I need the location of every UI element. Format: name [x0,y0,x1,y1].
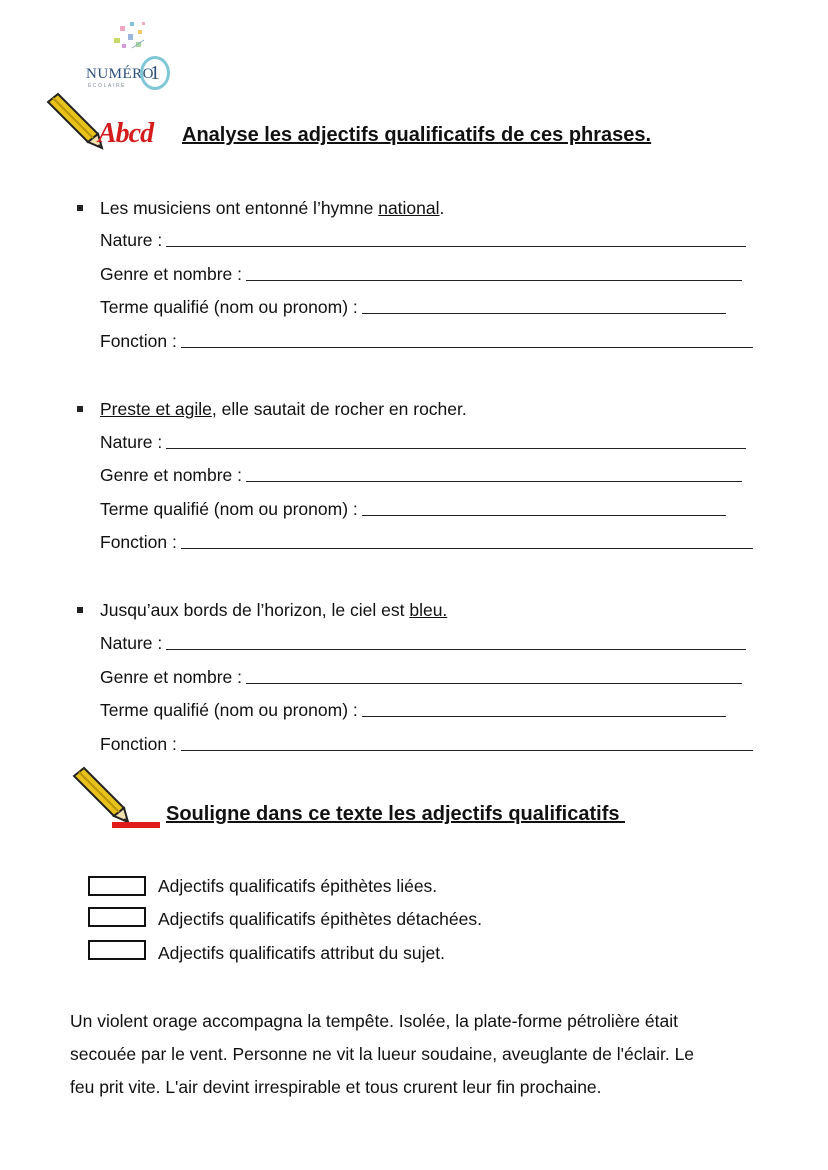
answer-line[interactable] [362,515,726,516]
field-label: Fonction : [100,331,177,351]
field-label: Fonction : [100,734,177,754]
answer-line[interactable] [181,347,753,348]
bullet-icon [77,205,83,211]
field-row [100,465,742,486]
legend-label: Adjectifs qualificatifs attribut du sujet. [158,943,445,963]
answer-line[interactable] [166,649,746,650]
sentence-3 [100,600,447,621]
underlined-adjective: Preste et agile [100,399,212,419]
legend-label: Adjectifs qualificatifs épithètes liées. [158,876,438,896]
exercise1-title: Analyse les adjectifs qualificatifs de ces phrases. [182,124,652,146]
field-row [100,734,753,755]
bullet-icon [77,607,83,613]
paragraph-line: Un violent orage accompagna la tempête. Isolée, la plate-forme pétrolière était [70,1011,678,1031]
field-row [100,499,726,520]
field-label: Nature : [100,633,163,653]
field-row [100,700,726,721]
field-row [100,532,753,553]
paragraph-line: feu prit vite. L'air devint irrespirable et tous crurent leur fin prochaine. [70,1077,602,1097]
field-label: Fonction : [100,532,177,552]
sentence-text: Les musiciens ont entonné l’hymne [100,198,379,218]
text-paragraph [70,1005,770,1104]
field-row [100,633,746,654]
sentence-text: , elle sautait de rocher en rocher. [211,399,467,419]
sentence-text: . [439,198,445,218]
answer-line[interactable] [246,683,742,684]
field-label: Terme qualifié (nom ou pronom) : [100,297,358,317]
sentence-2 [100,399,467,420]
field-row [100,667,742,688]
field-row [100,264,742,285]
answer-line[interactable] [246,481,742,482]
answer-line[interactable] [181,548,753,549]
field-label: Nature : [100,432,163,452]
legend-box-attribut[interactable] [88,940,146,960]
field-row [100,297,726,318]
field-label: Terme qualifié (nom ou pronom) : [100,700,358,720]
answer-line[interactable] [166,246,746,247]
red-underline-marker [112,822,160,828]
legend-box-epithete-liee[interactable] [88,876,146,896]
field-row [100,331,753,352]
legend-box-epithete-detachee[interactable] [88,907,146,927]
logo-word: NUMÉRO [86,66,155,82]
field-label: Nature : [100,230,163,250]
field-row [100,230,746,251]
underlined-adjective: national [378,198,440,218]
field-label: Genre et nombre : [100,667,243,687]
pencil-icon [70,766,130,826]
sentence-1 [100,198,444,219]
logo-number: 1 [140,56,170,90]
exercise2-title: Souligne dans ce texte les adjectifs qualificatifs [166,803,626,825]
logo-subtitle: ÉCOLAIRE [88,83,127,89]
field-label: Genre et nombre : [100,465,243,485]
answer-line[interactable] [362,716,726,717]
paragraph-line: secouée par le vent. Personne ne vit la lueur soudaine, aveuglante de l'éclair. Le [70,1044,695,1064]
underlined-adjective: bleu. [409,600,448,620]
answer-line[interactable] [246,280,742,281]
answer-line[interactable] [166,448,746,449]
sentence-text: Jusqu’aux bords de l’horizon, le ciel est [100,600,410,620]
abcd-icon: Abcd [98,118,154,149]
pencil-icon [44,92,104,152]
field-label: Terme qualifié (nom ou pronom) : [100,499,358,519]
answer-line[interactable] [181,750,753,751]
field-row [100,432,746,453]
field-label: Genre et nombre : [100,264,243,284]
bullet-icon [77,406,83,412]
legend-label: Adjectifs qualificatifs épithètes détachées. [158,909,482,929]
confetti-icon [114,22,145,48]
answer-line[interactable] [362,313,726,314]
